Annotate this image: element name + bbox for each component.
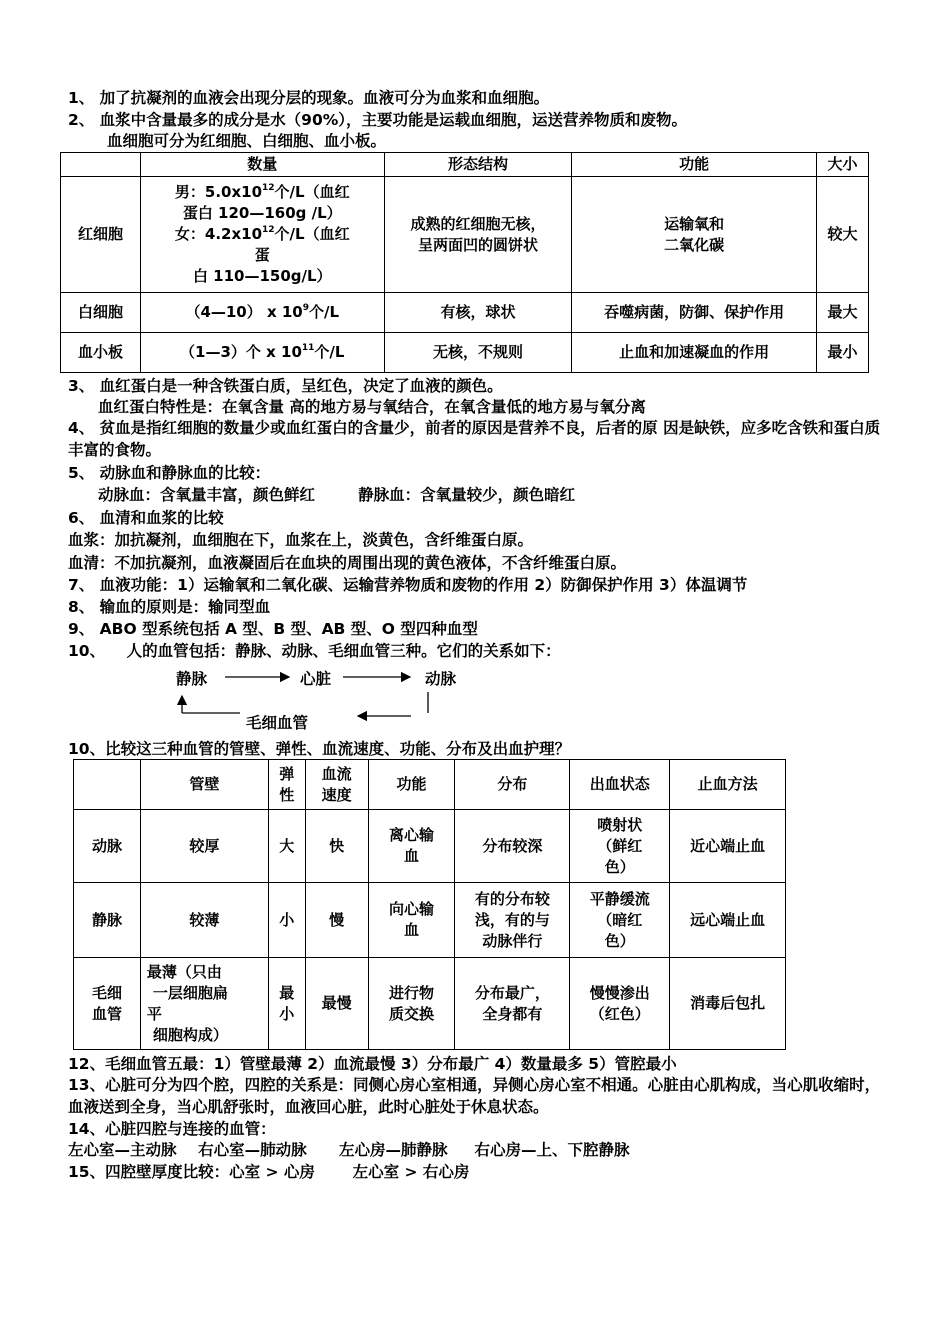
item-1: 1、 加了抗凝剂的血液会出现分层的现象。血液可分为血浆和血细胞。 xyxy=(68,89,550,107)
capillary-speed: 最慢 xyxy=(305,958,368,1050)
header-speed-l1: 血流 xyxy=(321,764,352,783)
item-12: 12、毛细血管五最：1）管壁最薄 2）血流最慢 3）分布最广 4）数量最多 5）管腔最小 xyxy=(68,1055,677,1073)
artery-bleeding-l1: 喷射状 xyxy=(597,815,643,834)
wbc-count-b: 个/L xyxy=(309,303,340,321)
wbc-count-exp: 9 xyxy=(302,303,310,313)
item-3-sub: 血红蛋白特性是：在氧含量 高的地方易与氧结合，在氧含量低的地方易与氧分离 xyxy=(98,398,646,416)
vein-bleeding-l2: （暗红 xyxy=(597,910,643,929)
wbc-function: 吞噬病菌，防御、保护作用 xyxy=(572,293,817,333)
diagram-vein: 静脉 xyxy=(176,670,208,688)
platelet-count-b: 个/L xyxy=(314,343,345,361)
vein-wall: 较薄 xyxy=(140,883,268,958)
item-6-plasma: 血浆：加抗凝剂，血细胞在下，血浆在上，淡黄色，含纤维蛋白原。 xyxy=(68,531,534,549)
table2-header-distribution: 分布 xyxy=(455,760,570,810)
capillary-name-l2: 血管 xyxy=(91,1004,122,1023)
capillary-elastic xyxy=(268,958,305,1050)
item-15: 15、四腔壁厚度比较：心室 > 心房 左心室 > 右心房 xyxy=(68,1163,470,1181)
wbc-count-a: （4—10） x 10 xyxy=(185,303,303,321)
rbc-function-l1: 运输氧和 xyxy=(664,214,725,233)
table2-row-vein xyxy=(74,883,786,958)
platelet-size: 最小 xyxy=(817,333,869,373)
vein-distribution xyxy=(455,883,570,958)
vein-bleeding-l1: 平静缓流 xyxy=(589,889,650,908)
capillary-wall-l1: 最薄（只由 xyxy=(146,962,222,981)
capillary-wall-l4: 细胞构成） xyxy=(152,1025,228,1044)
item-3: 3、 血红蛋白是一种含铁蛋白质，呈红色，决定了血液的颜色。 xyxy=(68,377,503,395)
artery-wall: 较厚 xyxy=(140,810,268,883)
capillary-distribution xyxy=(455,958,570,1050)
table2-header-bleeding: 出血状态 xyxy=(570,760,670,810)
wbc-size: 最大 xyxy=(817,293,869,333)
vein-name: 静脉 xyxy=(74,883,141,958)
item-9: 9、 ABO 型系统包括 A 型、B 型、AB 型、O 型四种血型 xyxy=(68,620,478,638)
table1-header-function: 功能 xyxy=(572,153,817,177)
item-2-sub: 血细胞可分为红细胞、白细胞、血小板。 xyxy=(107,132,387,150)
capillary-elastic-l1: 最 xyxy=(279,983,295,1002)
table2-header-stop: 止血方法 xyxy=(670,760,786,810)
platelet-name: 血小板 xyxy=(61,333,141,373)
artery-bleeding xyxy=(570,810,670,883)
item-10b: 10、比较这三种血管的管壁、弹性、血流速度、功能、分布及出血护理？ xyxy=(68,740,571,758)
diagram-artery: 动脉 xyxy=(425,670,457,688)
capillary-name xyxy=(74,958,141,1050)
vein-bleeding xyxy=(570,883,670,958)
item-2: 2、 血浆中含量最多的成分是水（90%），主要功能是运载血细胞，运送营养物质和废物。 xyxy=(68,111,688,129)
rbc-count-l1b: 个/L（血红 xyxy=(274,183,350,201)
item-10: 10、 人的血管包括：静脉、动脉、毛细血管三种。它们的关系如下： xyxy=(68,642,561,660)
item-14-sub: 左心室—主动脉 右心室—肺动脉 左心房—肺静脉 右心房—上、下腔静脉 xyxy=(68,1141,630,1159)
diagram-capillary: 毛细血管 xyxy=(246,714,309,732)
platelet-function: 止血和加速凝血的作用 xyxy=(572,333,817,373)
vein-function xyxy=(368,883,455,958)
platelet-count-a: （1—3）个 x 10 xyxy=(180,343,302,361)
capillary-stop: 消毒后包扎 xyxy=(670,958,786,1050)
artery-elastic: 大 xyxy=(268,810,305,883)
capillary-wall-l3: 平 xyxy=(146,1004,162,1023)
rbc-name: 红细胞 xyxy=(61,177,141,293)
rbc-count-l3-exp: 12 xyxy=(262,225,275,235)
rbc-count-l1-exp: 12 xyxy=(262,183,275,193)
capillary-name-l1: 毛细 xyxy=(91,983,122,1002)
capillary-function xyxy=(368,958,455,1050)
artery-function-l2: 血 xyxy=(404,847,420,865)
rbc-count-l3a: 女：4.2x10 xyxy=(174,225,263,243)
rbc-function-l2: 二氧化碳 xyxy=(664,235,725,254)
item-5-sub: 动脉血：含氧量丰富，颜色鲜红 静脉血：含氧量较少，颜色暗红 xyxy=(98,486,576,504)
capillary-distribution-l1: 分布最广， xyxy=(474,983,550,1002)
rbc-size: 较大 xyxy=(817,177,869,293)
vein-bleeding-l3: 色） xyxy=(604,931,635,950)
rbc-structure-l2: 呈两面凹的圆饼状 xyxy=(417,235,538,254)
capillary-function-l2: 质交换 xyxy=(389,1004,435,1023)
artery-bleeding-l2: （鲜红 xyxy=(597,836,643,855)
artery-bleeding-l3: 色） xyxy=(604,857,635,876)
rbc-count-l3b: 个/L（血红 xyxy=(274,225,350,243)
platelet-structure: 无核，不规则 xyxy=(384,333,572,373)
item-8: 8、 输血的原则是：输同型血 xyxy=(68,598,271,616)
table2-header-speed xyxy=(305,760,368,810)
vein-function-l2: 血 xyxy=(404,921,420,939)
vein-distribution-l3: 动脉伴行 xyxy=(482,931,543,950)
capillary-wall-l2: 一层细胞扁 xyxy=(152,983,228,1002)
artery-function xyxy=(368,810,455,883)
table2-header-blank xyxy=(74,760,141,810)
artery-function-l1: 离心输 xyxy=(389,826,435,844)
table2-header-elastic xyxy=(268,760,305,810)
vein-distribution-l1: 有的分布较 xyxy=(474,889,550,908)
header-elastic-l1: 弹 xyxy=(279,764,295,783)
table2-header-function: 功能 xyxy=(368,760,455,810)
table1-header-size: 大小 xyxy=(817,153,869,177)
table2-header-row xyxy=(74,760,786,810)
artery-stop: 近心端止血 xyxy=(670,810,786,883)
rbc-structure-l1: 成熟的红细胞无核， xyxy=(410,214,546,233)
item-6: 6、 血清和血浆的比较 xyxy=(68,509,224,527)
vein-distribution-l2: 浅，有的与 xyxy=(474,910,550,929)
table2-row-artery xyxy=(74,810,786,883)
diagram-heart: 心脏 xyxy=(300,670,332,688)
item-13: 13、心脏可分为四个腔，四腔的关系是：同侧心房心室相通，异侧心房心室不相通。心脏由心肌构成，当心肌收缩时，血液送到全身，当心肌舒张时，血液回心脏，此时心脏处于休息状态。 xyxy=(68,1076,881,1116)
capillary-bleeding-l1: 慢慢渗出 xyxy=(589,983,650,1002)
rbc-count-l1a: 男：5.0x10 xyxy=(174,183,263,201)
table1-header-count: 数量 xyxy=(140,153,384,177)
table2-row-capillary xyxy=(74,958,786,1050)
item-14: 14、心脏四腔与连接的血管： xyxy=(68,1120,276,1138)
capillary-wall xyxy=(140,958,268,1050)
rbc-count-l5: 白 110—150g/L） xyxy=(192,267,332,285)
vein-elastic: 小 xyxy=(268,883,305,958)
capillary-distribution-l2: 全身都有 xyxy=(482,1004,543,1023)
capillary-bleeding-l2: （红色） xyxy=(589,1004,650,1023)
capillary-bleeding xyxy=(570,958,670,1050)
vein-stop: 远心端止血 xyxy=(670,883,786,958)
artery-distribution: 分布较深 xyxy=(455,810,570,883)
item-4: 4、 贫血是指红细胞的数量少或血红蛋白的含量少，前者的原因是营养不良，后者的原 因是缺铁，应多吃含铁和蛋白质丰富的食物。 xyxy=(68,419,881,459)
item-5: 5、 动脉血和静脉血的比较： xyxy=(68,464,271,482)
rbc-count-l4: 蛋 xyxy=(254,246,270,264)
header-speed-l2: 速度 xyxy=(321,785,352,804)
artery-name: 动脉 xyxy=(74,810,141,883)
vein-speed: 慢 xyxy=(305,883,368,958)
table1-header-structure: 形态结构 xyxy=(384,153,572,177)
wbc-name: 白细胞 xyxy=(61,293,141,333)
item-6-serum: 血清：不加抗凝剂，血液凝固后在血块的周围出现的黄色液体，不含纤维蛋白原。 xyxy=(68,554,627,572)
header-elastic-l2: 性 xyxy=(279,785,295,804)
table2-header-wall: 管壁 xyxy=(140,760,268,810)
wbc-structure: 有核，球状 xyxy=(384,293,572,333)
capillary-function-l1: 进行物 xyxy=(389,983,435,1002)
vein-function-l1: 向心输 xyxy=(389,900,435,918)
rbc-count-l2: 蛋白 120—160g /L） xyxy=(182,204,342,222)
platelet-count-exp: 11 xyxy=(301,343,315,353)
capillary-elastic-l2: 小 xyxy=(279,1004,295,1023)
item-7: 7、 血液功能：1）运输氧和二氧化碳、运输营养物质和废物的作用 2）防御保护作用 3）体温调节 xyxy=(68,576,748,594)
artery-speed: 快 xyxy=(305,810,368,883)
vessel-table xyxy=(73,759,786,1050)
